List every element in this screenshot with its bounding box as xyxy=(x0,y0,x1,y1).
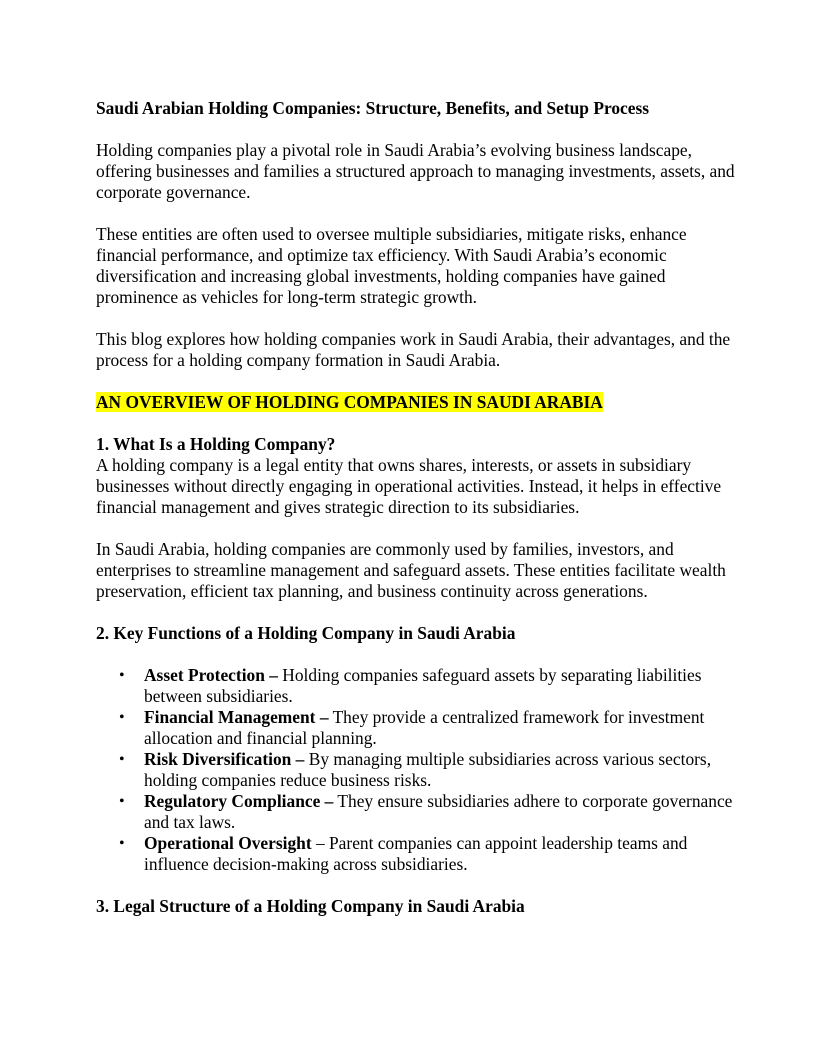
subheading-key-functions: 2. Key Functions of a Holding Company in Saudi Arabia xyxy=(96,623,516,643)
highlighted-heading-text: AN OVERVIEW OF HOLDING COMPANIES IN SAUDI ARABIA xyxy=(96,392,603,412)
list-item xyxy=(96,749,736,791)
bullet-text: Holding companies safeguard assets by separating liabilities between subsidiaries. xyxy=(144,665,702,706)
bullet-icon: • xyxy=(119,793,125,810)
what-is-paragraph-1: A holding company is a legal entity that owns shares, interests, or assets in subsidiary businesses without directly engaging in operational activities. Instead, it helps in effective financial management and gives strategic direction to its subsidiaries. xyxy=(96,455,722,517)
bullet-term: Financial Management – xyxy=(144,707,329,727)
document-page xyxy=(96,98,736,917)
intro-paragraph-2: These entities are often used to oversee multiple subsidiaries, mitigate risks, enhance financial performance, and optimize tax efficiency. With Saudi Arabia’s economic diversification and increasing global investments, holding companies have gained prominence as vehicles for long-term strategic growth. xyxy=(96,224,687,307)
subheading-what-is: 1. What Is a Holding Company? xyxy=(96,434,336,454)
what-is-paragraph-2: In Saudi Arabia, holding companies are commonly used by families, investors, and enterprises to streamline management and safeguard assets. These entities facilitate wealth preservation, efficient tax planning, and business continuity across generations. xyxy=(96,539,726,601)
intro-paragraph-1: Holding companies play a pivotal role in Saudi Arabia’s evolving business landscape, offering businesses and families a structured approach to managing investments, assets, and corporate governance. xyxy=(96,140,735,202)
list-item xyxy=(96,833,736,875)
bullet-text: By managing multiple subsidiaries across various sectors, holding companies reduce business risks. xyxy=(144,749,712,790)
intro-paragraph-3: This blog explores how holding companies work in Saudi Arabia, their advantages, and the process for a holding company formation in Saudi Arabia. xyxy=(96,329,731,370)
bullet-term: Asset Protection – xyxy=(144,665,278,685)
bullet-icon: • xyxy=(119,835,125,852)
bullet-term: Risk Diversification – xyxy=(144,749,305,769)
list-item xyxy=(96,665,736,707)
list-item xyxy=(96,791,736,833)
bullet-icon: • xyxy=(119,709,125,726)
document-title: Saudi Arabian Holding Companies: Structure, Benefits, and Setup Process xyxy=(96,98,650,118)
bullet-text: They ensure subsidiaries adhere to corporate governance and tax laws. xyxy=(144,791,733,832)
key-functions-list xyxy=(96,665,736,875)
subheading-legal-structure: 3. Legal Structure of a Holding Company in Saudi Arabia xyxy=(96,896,525,916)
list-item xyxy=(96,707,736,749)
bullet-term: Operational Oversight xyxy=(144,833,312,853)
bullet-icon: • xyxy=(119,751,125,768)
section-heading xyxy=(96,392,736,413)
bullet-term: Regulatory Compliance – xyxy=(144,791,334,811)
bullet-icon: • xyxy=(119,667,125,684)
bullet-text: They provide a centralized framework for investment allocation and financial planning. xyxy=(144,707,705,748)
bullet-text: – Parent companies can appoint leadership teams and influence decision-making across subsidiaries. xyxy=(144,833,688,874)
